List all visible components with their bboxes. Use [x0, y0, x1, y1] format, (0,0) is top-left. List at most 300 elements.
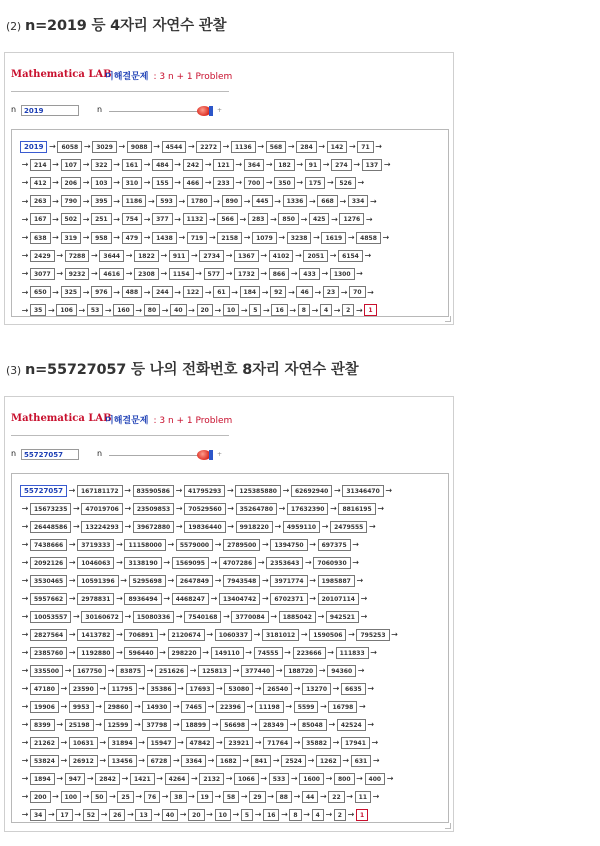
- sequence-row: [20, 480, 394, 494]
- sequence-value: 22396: [216, 701, 245, 713]
- sequence-row: [20, 263, 365, 277]
- arrow-icon: →: [253, 630, 261, 639]
- arrow-icon: →: [120, 576, 127, 585]
- sequence-value: 2842: [95, 773, 120, 785]
- sequence-value: 1154: [169, 268, 194, 280]
- arrow-icon: →: [321, 522, 329, 531]
- sequence-value: 593: [156, 195, 177, 207]
- arrow-icon: →: [21, 612, 29, 621]
- arrow-icon: →: [327, 648, 334, 657]
- arrow-icon: →: [355, 305, 363, 315]
- panel-1-header: [11, 69, 447, 89]
- sequence-value: 206: [61, 177, 82, 189]
- sequence-value: 17693: [186, 683, 215, 695]
- arrow-icon: →: [300, 214, 308, 224]
- arrow-icon: →: [340, 287, 348, 297]
- arrow-icon: →: [143, 287, 151, 297]
- sequence-value: 3770084: [231, 611, 268, 623]
- sequence-row: [20, 282, 376, 296]
- sequence-value: 19836440: [184, 521, 225, 533]
- sequence-value: 1394750: [270, 539, 307, 551]
- arrow-icon: →: [52, 196, 59, 206]
- sequence-row: [20, 227, 391, 241]
- sequence-row: [20, 678, 376, 692]
- arrow-icon: →: [295, 251, 302, 261]
- sequence-value: 100: [61, 791, 82, 803]
- slider-expand-icon[interactable]: +: [217, 451, 223, 458]
- sequence-value: 4264: [165, 773, 190, 785]
- resize-grip-icon[interactable]: [445, 823, 451, 829]
- sequence-value: 697375: [318, 539, 351, 551]
- arrow-icon: →: [82, 178, 90, 188]
- sequence-value: 1046063: [77, 557, 114, 569]
- arrow-icon: →: [209, 214, 216, 224]
- arrow-icon: →: [382, 233, 390, 242]
- arrow-icon: →: [288, 287, 295, 297]
- sequence-value: 53: [87, 304, 103, 316]
- arrow-icon: →: [348, 142, 356, 151]
- arrow-icon: →: [313, 233, 320, 242]
- sequence-value: 175: [305, 177, 326, 189]
- arrow-icon: →: [68, 576, 76, 585]
- arrow-icon: →: [314, 287, 322, 297]
- sequence-value: 26448586: [30, 521, 71, 533]
- section-2-title: [6, 358, 358, 379]
- sequence-value: 47019706: [81, 503, 122, 515]
- sequence-value: 167: [30, 213, 51, 225]
- arrow-icon: →: [175, 612, 183, 621]
- arrow-icon: →: [300, 630, 308, 639]
- arrow-icon: →: [360, 612, 368, 621]
- sequence-value: 650: [30, 286, 51, 298]
- sequence-value: 2132: [199, 773, 224, 785]
- sequence-value: 9918220: [236, 521, 273, 533]
- arrow-icon: →: [367, 287, 374, 297]
- sequence-value: 2647849: [176, 575, 213, 587]
- sequence-value: 70529560: [184, 503, 225, 515]
- arrow-icon: →: [305, 558, 312, 567]
- problem-label-rest: : 3 n + 1 Problem: [153, 416, 233, 426]
- sequence-value: 142: [327, 141, 348, 153]
- sequence-value: 5599: [294, 701, 319, 713]
- sequence-value: 47842: [186, 737, 215, 749]
- sequence-value: 976: [91, 286, 112, 298]
- slider-label: n: [97, 105, 103, 114]
- sequence-value: 26912: [69, 755, 98, 767]
- arrow-icon: →: [134, 702, 141, 711]
- sequence-value: 445: [252, 195, 273, 207]
- arrow-icon: →: [118, 142, 126, 151]
- sequence-value: 568: [266, 141, 287, 153]
- sequence-value: 23: [323, 286, 339, 298]
- arrow-icon: →: [167, 576, 175, 585]
- sequence-value: 200: [30, 791, 51, 803]
- sequence-value: 46: [296, 286, 312, 298]
- sequence-value: 62692940: [291, 485, 332, 497]
- arrow-icon: →: [293, 792, 301, 801]
- arrow-icon: →: [116, 540, 123, 549]
- arrow-icon: →: [21, 648, 29, 657]
- sequence-row: [20, 624, 400, 638]
- arrow-icon: →: [325, 774, 333, 783]
- sequence-value: 3077: [30, 268, 55, 280]
- sequence-value: 9953: [69, 701, 94, 713]
- sequence-value: 10: [215, 809, 231, 821]
- arrow-icon: →: [147, 196, 155, 206]
- sequence-value: 1060337: [215, 629, 252, 641]
- arrow-icon: →: [68, 648, 76, 657]
- sequence-value: 6058: [57, 141, 82, 153]
- arrow-icon: →: [293, 738, 301, 747]
- n-input-field[interactable]: 55727057: [21, 449, 79, 460]
- arrow-icon: →: [175, 504, 183, 513]
- problem-label: [105, 413, 232, 426]
- arrow-icon: →: [278, 233, 286, 242]
- sequence-value: 11198: [255, 701, 284, 713]
- arrow-icon: →: [163, 558, 171, 567]
- sequence-start-value: 55727057: [20, 485, 67, 497]
- sequence-value: 23590: [69, 683, 98, 695]
- arrow-icon: →: [113, 214, 120, 224]
- sequence-value: 19906: [30, 701, 59, 713]
- arrow-icon: →: [113, 160, 120, 170]
- sequence-value: 188720: [284, 665, 317, 677]
- sequence-value: 16: [271, 304, 287, 316]
- sequence-value: 37798: [142, 719, 171, 731]
- sequence-value: 13404742: [219, 593, 260, 605]
- sequence-row: [20, 154, 392, 168]
- arrow-icon: →: [124, 522, 132, 531]
- sequence-value: 5: [241, 809, 253, 821]
- sequence-value: 10: [223, 304, 239, 316]
- arrow-icon: →: [210, 558, 218, 567]
- arrow-icon: →: [143, 233, 151, 242]
- arrow-icon: →: [385, 486, 393, 495]
- sequence-value: 325: [61, 286, 82, 298]
- arrow-icon: →: [308, 196, 316, 206]
- sequence-end-value: 1: [356, 809, 368, 821]
- problem-label: [105, 69, 232, 82]
- arrow-icon: →: [332, 738, 340, 747]
- sequence-value: 7540168: [184, 611, 221, 623]
- arrow-icon: →: [261, 287, 269, 297]
- arrow-icon: →: [48, 305, 55, 315]
- sequence-value: 3029: [92, 141, 117, 153]
- sequence-value: 8: [298, 304, 310, 316]
- sequence-value: 4468247: [172, 593, 209, 605]
- arrow-icon: →: [281, 810, 288, 819]
- sequence-row: [20, 660, 366, 674]
- arrow-icon: →: [82, 196, 90, 206]
- arrow-icon: →: [321, 269, 329, 279]
- sequence-value: 17941: [341, 737, 370, 749]
- mathematica-panel-1: [4, 52, 454, 325]
- sequence-value: 13: [135, 809, 151, 821]
- arrow-icon: →: [68, 540, 76, 549]
- sequence-value: 53080: [224, 683, 253, 695]
- section-1-number: (2): [6, 20, 21, 33]
- sequence-row: [20, 552, 361, 566]
- sequence-value: 6728: [147, 755, 172, 767]
- arrow-icon: →: [73, 522, 80, 531]
- arrow-icon: →: [328, 720, 336, 729]
- sequence-value: 319: [61, 232, 82, 244]
- sequence-value: 244: [152, 286, 173, 298]
- sequence-value: 29860: [104, 701, 133, 713]
- arrow-icon: →: [60, 684, 68, 693]
- sequence-value: 1619: [321, 232, 346, 244]
- sequence-value: 274: [331, 159, 352, 171]
- sequence-value: 4102: [269, 250, 294, 262]
- sequence-value: 263: [30, 195, 51, 207]
- arrow-icon: →: [225, 774, 233, 783]
- arrow-icon: →: [377, 504, 385, 513]
- n-slider-track[interactable]: [109, 455, 209, 456]
- sequence-row: [20, 714, 376, 728]
- arrow-icon: →: [357, 178, 365, 188]
- arrow-icon: →: [56, 720, 64, 729]
- sequence-value: 3644: [99, 250, 124, 262]
- problem-label-ko: 미해결문제: [105, 416, 149, 426]
- arrow-icon: →: [367, 720, 375, 729]
- arrow-icon: →: [83, 142, 91, 151]
- sequence-value: 2978831: [77, 593, 114, 605]
- arrow-icon: →: [21, 774, 29, 783]
- sequence-row: [20, 804, 368, 818]
- sequence-value: 13224293: [81, 521, 122, 533]
- arrow-icon: →: [113, 196, 120, 206]
- sequence-value: 631: [351, 755, 372, 767]
- arrow-icon: →: [68, 594, 76, 603]
- sequence-value: 23921: [224, 737, 253, 749]
- arrow-icon: →: [296, 178, 304, 188]
- arrow-icon: →: [367, 684, 375, 693]
- arrow-icon: →: [272, 756, 280, 765]
- sequence-value: 56698: [220, 719, 249, 731]
- mathematica-panel-2: [4, 396, 454, 832]
- arrow-icon: →: [330, 504, 337, 513]
- sequence-value: 31894: [108, 737, 137, 749]
- arrow-icon: →: [391, 630, 398, 639]
- sequence-value: 911: [169, 250, 190, 262]
- arrow-icon: →: [174, 160, 181, 170]
- n-slider-track[interactable]: [109, 111, 209, 112]
- arrow-icon: →: [274, 196, 281, 206]
- sequence-value: 322: [91, 159, 112, 171]
- sequence-value: 4959110: [283, 521, 320, 533]
- arrow-icon: →: [95, 720, 102, 729]
- arrow-icon: →: [21, 178, 29, 188]
- arrow-icon: →: [21, 504, 29, 513]
- sequence-value: 50: [91, 791, 107, 803]
- arrow-icon: →: [190, 774, 198, 783]
- sequence-value: 1569095: [172, 557, 209, 569]
- arrow-icon: →: [243, 196, 251, 206]
- arrow-icon: →: [116, 558, 123, 567]
- arrow-icon: →: [82, 233, 90, 242]
- sequence-value: 23509853: [133, 503, 174, 515]
- sequence-value: 1600: [299, 773, 324, 785]
- arrow-icon: →: [317, 612, 325, 621]
- arrow-icon: →: [356, 576, 364, 585]
- sequence-value: 2429: [30, 250, 55, 262]
- sequence-value: 2158: [217, 232, 242, 244]
- sequence-value: 526: [335, 177, 356, 189]
- sequence-value: 83875: [116, 665, 145, 677]
- arrow-icon: →: [311, 305, 319, 315]
- sequence-value: 28349: [259, 719, 288, 731]
- arrow-icon: →: [213, 196, 220, 206]
- arrow-icon: →: [172, 702, 180, 711]
- sequence-value: 111833: [336, 647, 369, 659]
- sequence-value: 122: [183, 286, 204, 298]
- arrow-icon: →: [21, 233, 29, 242]
- arrow-icon: →: [370, 648, 377, 657]
- arrow-icon: →: [347, 233, 355, 242]
- sequence-row: [20, 300, 377, 314]
- arrow-icon: →: [261, 594, 269, 603]
- sequence-value: 35882: [302, 737, 331, 749]
- arrow-icon: →: [178, 196, 186, 206]
- arrow-icon: →: [52, 214, 59, 224]
- arrow-icon: →: [227, 504, 234, 513]
- arrow-icon: →: [174, 178, 181, 188]
- panel-2-header: [11, 413, 447, 433]
- arrow-icon: →: [56, 774, 64, 783]
- sequence-value: 10631: [69, 737, 98, 749]
- sequence-value: 466: [183, 177, 204, 189]
- arrow-icon: →: [206, 630, 214, 639]
- sequence-value: 8399: [30, 719, 55, 731]
- sequence-value: 251: [91, 213, 112, 225]
- sequence-value: 214: [30, 159, 51, 171]
- sequence-value: 790: [61, 195, 82, 207]
- arrow-icon: →: [284, 648, 291, 657]
- arrow-icon: →: [243, 233, 251, 242]
- arrow-icon: →: [124, 504, 132, 513]
- arrow-icon: →: [73, 504, 80, 513]
- arrow-icon: →: [370, 196, 377, 206]
- sequence-value: 31346470: [342, 485, 383, 497]
- arrow-icon: →: [309, 576, 316, 585]
- arrow-icon: →: [175, 486, 183, 495]
- sequence-value: 310: [122, 177, 143, 189]
- sequence-value: 1066: [234, 773, 259, 785]
- sequence-value: 121: [213, 159, 234, 171]
- arrow-icon: →: [240, 305, 248, 315]
- sequence-value: 1894: [30, 773, 55, 785]
- sequence-row: [20, 588, 369, 602]
- sequence-value: 5295698: [129, 575, 166, 587]
- arrow-icon: →: [319, 792, 327, 801]
- sequence-value: 1132: [183, 213, 208, 225]
- arrow-icon: →: [21, 269, 29, 279]
- arrow-icon: →: [99, 738, 107, 747]
- sequence-value: 12599: [104, 719, 133, 731]
- arrow-icon: →: [267, 792, 274, 801]
- arrow-icon: →: [21, 738, 29, 747]
- sequence-value: 74555: [254, 647, 283, 659]
- sequence-value: 3181012: [262, 629, 299, 641]
- sequence-row: [20, 750, 381, 764]
- sequence-value: 484: [152, 159, 173, 171]
- arrow-icon: →: [100, 810, 108, 819]
- arrow-icon: →: [365, 214, 373, 224]
- sequence-value: 700: [244, 177, 265, 189]
- sequence-value: 13456: [108, 755, 137, 767]
- sequence-row: [20, 534, 361, 548]
- arrow-icon: →: [274, 522, 282, 531]
- sequence-value: 3719333: [77, 539, 114, 551]
- sequence-value: 30160672: [81, 611, 122, 623]
- arrow-icon: →: [21, 160, 29, 170]
- arrow-icon: →: [116, 648, 123, 657]
- sequence-value: 488: [122, 286, 143, 298]
- arrow-icon: →: [146, 666, 154, 675]
- arrow-icon: →: [99, 684, 107, 693]
- sequence-value: 298220: [168, 647, 201, 659]
- arrow-icon: →: [242, 756, 250, 765]
- sequence-value: 7943548: [223, 575, 260, 587]
- sequence-value: 1276: [339, 213, 364, 225]
- arrow-icon: →: [56, 269, 64, 279]
- arrow-icon: →: [210, 594, 218, 603]
- arrow-icon: →: [240, 792, 248, 801]
- n-input-field[interactable]: 2019: [21, 105, 79, 116]
- sequence-row: [20, 642, 379, 656]
- sequence-value: 395: [91, 195, 112, 207]
- sequence-value: 88: [276, 791, 292, 803]
- sequence-value: 2051: [303, 250, 328, 262]
- arrow-icon: →: [322, 160, 330, 170]
- sequence-value: 502: [61, 213, 82, 225]
- sequence-row: [20, 245, 373, 259]
- sequence-value: 70: [349, 286, 365, 298]
- arrow-icon: →: [371, 738, 379, 747]
- sequence-value: 638: [30, 232, 51, 244]
- sequence-value: 1732: [234, 268, 259, 280]
- slider-expand-icon[interactable]: +: [217, 107, 223, 114]
- arrow-icon: →: [177, 684, 184, 693]
- sequence-value: 16: [263, 809, 279, 821]
- sequence-value: 8936494: [124, 593, 161, 605]
- arrow-icon: →: [82, 287, 90, 297]
- arrow-icon: →: [309, 594, 316, 603]
- arrow-icon: →: [163, 594, 171, 603]
- problem-label-ko: 미해결문제: [105, 72, 149, 82]
- arrow-icon: →: [174, 287, 181, 297]
- arrow-icon: →: [21, 287, 29, 297]
- resize-grip-icon[interactable]: [445, 316, 451, 322]
- sequence-value: 39672880: [133, 521, 174, 533]
- sequence-value: 35386: [147, 683, 176, 695]
- arrow-icon: →: [372, 792, 380, 801]
- sequence-value: 19: [197, 791, 213, 803]
- sequence-value: 364: [244, 159, 265, 171]
- sequence-value: 795253: [356, 629, 389, 641]
- arrow-icon: →: [261, 540, 269, 549]
- sequence-value: 40: [170, 304, 186, 316]
- arrow-icon: →: [318, 666, 326, 675]
- sequence-value: 4858: [356, 232, 381, 244]
- arrow-icon: →: [202, 648, 209, 657]
- arrow-icon: →: [21, 666, 29, 675]
- arrow-icon: →: [289, 720, 297, 729]
- sequence-value: 11: [355, 791, 371, 803]
- sequence-value: 412: [30, 177, 51, 189]
- arrow-icon: →: [68, 486, 76, 495]
- sequence-value: 425: [309, 213, 330, 225]
